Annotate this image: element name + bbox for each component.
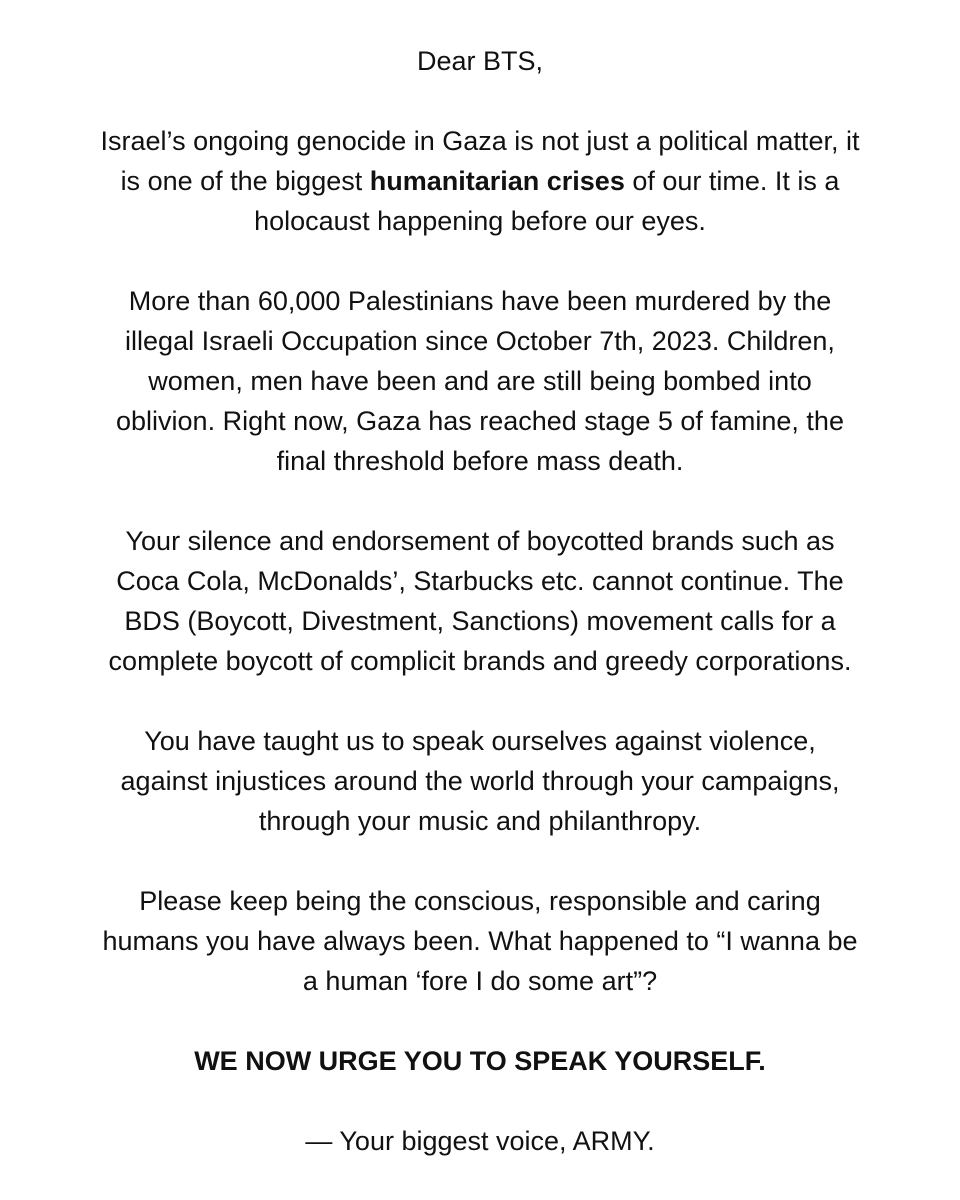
paragraph-line: against injustices around the world through your campaigns, [120, 766, 840, 796]
paragraph-genocide [0, 121, 960, 241]
paragraph-line: Your silence and endorsement of boycotted brands such as [125, 526, 835, 556]
paragraph-line: a human ‘fore I do some art”? [302, 966, 658, 996]
signature [0, 1121, 960, 1161]
paragraph-line: Israel’s ongoing genocide in Gaza is not just a political matter, it [100, 126, 860, 156]
paragraph-line: oblivion. Right now, Gaza has reached stage 5 of famine, the [116, 406, 844, 436]
paragraph-line: BDS (Boycott, Divestment, Sanctions) movement calls for a [124, 606, 836, 636]
paragraph-line: humans you have always been. What happened to “I wanna be [102, 926, 858, 956]
paragraph-line: women, men have been and are still being bombed into [148, 366, 812, 396]
text-segment: is one of the biggest [120, 166, 370, 196]
call-to-action-text: WE NOW URGE YOU TO SPEAK YOURSELF. [194, 1046, 766, 1076]
text-segment: of our time. It is a [624, 166, 840, 196]
paragraph-casualties [0, 281, 960, 481]
paragraph-line: complete boycott of complicit brands and greedy corporations. [108, 646, 852, 676]
paragraph-line: Coca Cola, McDonalds’, Starbucks etc. cannot continue. The [116, 566, 844, 596]
paragraph-line: holocaust happening before our eyes. [254, 206, 706, 236]
paragraph-line: Please keep being the conscious, responsible and caring [139, 886, 821, 916]
paragraph-boycott [0, 521, 960, 681]
paragraph-teachings [0, 721, 960, 841]
paragraph-line-with-emphasis [0, 161, 960, 201]
paragraph-plea [0, 881, 960, 1001]
paragraph-line: illegal Israeli Occupation since October 7th, 2023. Children, [125, 326, 835, 356]
salutation-text: Dear BTS, [416, 46, 544, 76]
paragraph-line: final threshold before mass death. [276, 446, 684, 476]
paragraph-line: More than 60,000 Palestinians have been murdered by the [128, 286, 832, 316]
call-to-action [0, 1041, 960, 1081]
paragraph-line: You have taught us to speak ourselves against violence, [144, 726, 816, 756]
paragraph-line: through your music and philanthropy. [258, 806, 702, 836]
emphasis-humanitarian-crises: humanitarian crises [369, 166, 625, 196]
signature-text: — Your biggest voice, ARMY. [305, 1126, 655, 1156]
salutation [0, 41, 960, 81]
